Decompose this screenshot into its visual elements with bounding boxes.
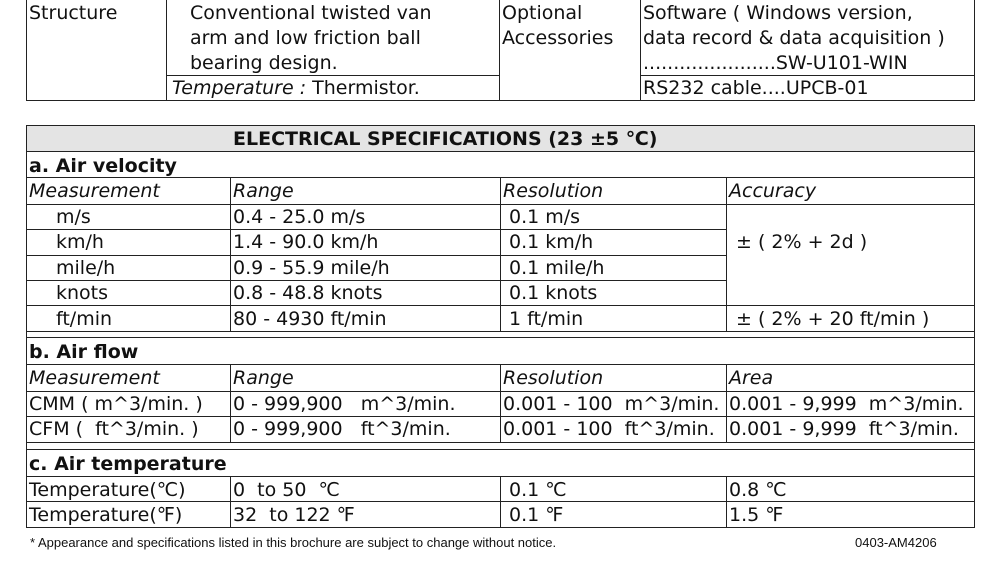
- column-header-range: Range: [233, 180, 294, 202]
- cable-line: RS232 cable....UPCB-01: [643, 77, 869, 99]
- software-line: data record & data acquisition ): [643, 27, 945, 49]
- temp-measurement: Temperature(℉): [29, 504, 183, 526]
- velocity-resolution: 0.1 km/h: [509, 231, 594, 253]
- flow-area: 0.001 - 9,999 m^3/min.: [729, 393, 964, 415]
- velocity-resolution: 0.1 mile/h: [509, 257, 605, 279]
- temperature-sensor-label: Temperature :: [172, 77, 307, 99]
- velocity-unit: m/s: [56, 206, 91, 228]
- air-temperature-heading: c. Air temperature: [29, 453, 227, 475]
- flow-measurement: CFM ( ft^3/min. ): [29, 418, 199, 440]
- column-header-measurement: Measurement: [29, 180, 160, 202]
- velocity-range: 80 - 4930 ft/min: [233, 308, 387, 330]
- velocity-unit: km/h: [56, 231, 104, 253]
- velocity-unit: mile/h: [56, 257, 116, 279]
- velocity-range: 0.8 - 48.8 knots: [233, 282, 383, 304]
- velocity-resolution: 0.1 knots: [509, 282, 598, 304]
- air-flow-heading: b. Air flow: [29, 341, 139, 363]
- disclaimer-note: * Appearance and specifications listed in this brochure are subject to change without notice.: [30, 535, 557, 550]
- temperature-sensor-value: Thermistor.: [306, 77, 420, 99]
- temp-resolution: 0.1 ℃: [509, 479, 567, 501]
- velocity-resolution: 0.1 m/s: [509, 206, 581, 228]
- velocity-unit: ft/min: [56, 308, 113, 330]
- velocity-range: 0.4 - 25.0 m/s: [233, 206, 366, 228]
- temperature-sensor: [172, 76, 420, 101]
- column-header-measurement: Measurement: [29, 367, 160, 389]
- temp-range: 32 to 122 ℉: [233, 504, 355, 526]
- air-velocity-heading: a. Air velocity: [29, 155, 177, 177]
- column-header-range: Range: [233, 367, 294, 389]
- accuracy-group: ± ( 2% + 2d ): [736, 231, 868, 253]
- software-line: Software ( Windows version,: [643, 2, 913, 24]
- accessories-label: Optional: [502, 2, 583, 24]
- velocity-unit: knots: [56, 282, 109, 304]
- structure-line: bearing design.: [190, 52, 338, 74]
- velocity-range: 0.9 - 55.9 mile/h: [233, 257, 390, 279]
- column-header-resolution: Resolution: [503, 180, 604, 202]
- velocity-range: 1.4 - 90.0 km/h: [233, 231, 379, 253]
- document-code: 0403-AM4206: [855, 535, 937, 550]
- temp-measurement: Temperature(℃): [29, 479, 186, 501]
- temp-accuracy: 0.8 ℃: [729, 479, 787, 501]
- temp-resolution: 0.1 ℉: [509, 504, 564, 526]
- structure-line: arm and low friction ball: [190, 27, 421, 49]
- structure-label: Structure: [29, 2, 118, 24]
- flow-range: 0 - 999,900 m^3/min.: [233, 393, 456, 415]
- flow-measurement: CMM ( m^3/min. ): [29, 393, 203, 415]
- accessories-label: Accessories: [502, 27, 614, 49]
- column-header-area: Area: [729, 367, 774, 389]
- flow-resolution: 0.001 - 100 m^3/min.: [503, 393, 720, 415]
- software-line: ......................SW-U101-WIN: [643, 52, 908, 74]
- section-title: ELECTRICAL SPECIFICATIONS (23 ±5 ℃): [233, 128, 658, 150]
- structure-line: Conventional twisted van: [190, 2, 432, 24]
- column-header-resolution: Resolution: [503, 367, 604, 389]
- temp-range: 0 to 50 ℃: [233, 479, 340, 501]
- temp-accuracy: 1.5 ℉: [729, 504, 784, 526]
- column-header-accuracy: Accuracy: [729, 180, 817, 202]
- flow-range: 0 - 999,900 ft^3/min.: [233, 418, 451, 440]
- flow-resolution: 0.001 - 100 ft^3/min.: [503, 418, 715, 440]
- accuracy-ftmin: ± ( 2% + 20 ft/min ): [736, 308, 930, 330]
- flow-area: 0.001 - 9,999 ft^3/min.: [729, 418, 959, 440]
- velocity-resolution: 1 ft/min: [509, 308, 584, 330]
